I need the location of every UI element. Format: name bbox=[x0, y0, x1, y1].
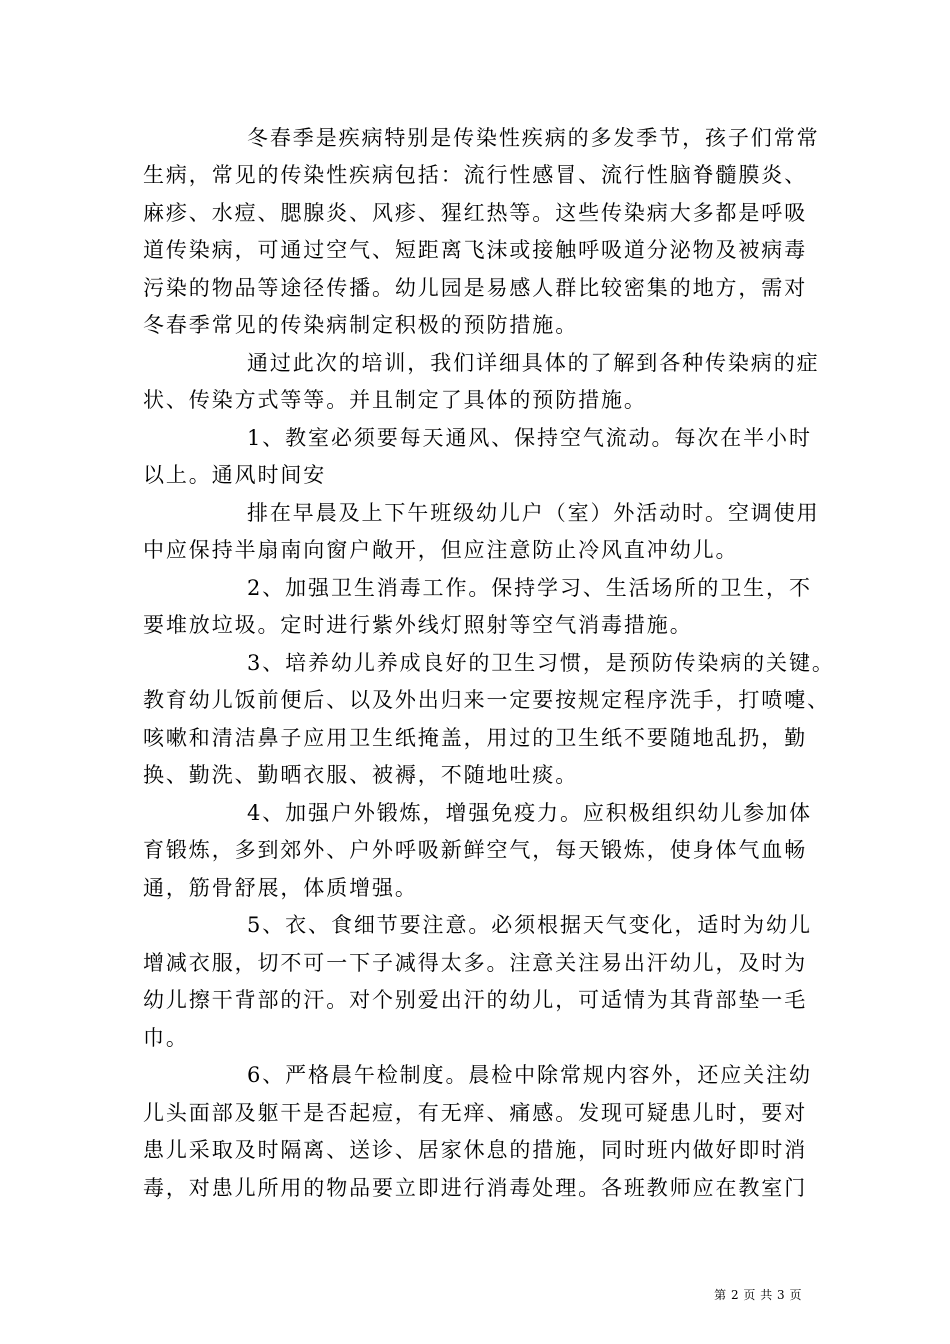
page-number: 第 2 页 共 3 页 bbox=[714, 1288, 802, 1302]
text-line: 巾。 bbox=[143, 1026, 189, 1050]
text-line: 幼儿擦干背部的汗。对个别爱出汗的幼儿，可适情为其背部垫一毛 bbox=[143, 988, 808, 1012]
text-line: 生病，常见的传染性疾病包括：流行性感冒、流行性脑脊髓膜炎、 bbox=[143, 163, 808, 187]
text-line: 换、勤洗、勤晒衣服、被褥，不随地吐痰。 bbox=[143, 763, 579, 787]
text-line: 污染的物品等途径传播。幼儿园是易感人群比较密集的地方，需对 bbox=[143, 276, 808, 300]
text-line: 中应保持半扇南向窗户敞开，但应注意防止冷风直冲幼儿。 bbox=[143, 538, 739, 562]
text-line: 儿头面部及躯干是否起痘，有无痒、痛感。发现可疑患儿时，要对 bbox=[143, 1101, 808, 1125]
text-line: 6、严格晨午检制度。晨检中除常规内容外，还应关注幼 bbox=[247, 1063, 812, 1087]
text-line: 患儿采取及时隔离、送诊、居家休息的措施，同时班内做好即时消 bbox=[143, 1138, 808, 1162]
text-line: 以上。通风时间安 bbox=[143, 463, 327, 487]
text-line: 麻疹、水痘、腮腺炎、风疹、猩红热等。这些传染病大多都是呼吸 bbox=[143, 201, 808, 225]
text-line: 毒，对患儿所用的物品要立即进行消毒处理。各班教师应在教室门 bbox=[143, 1176, 808, 1200]
text-line: 育锻炼，多到郊外、户外呼吸新鲜空气，每天锻炼，使身体气血畅 bbox=[143, 838, 808, 862]
text-line: 通，筋骨舒展，体质增强。 bbox=[143, 876, 418, 900]
text-line: 1、教室必须要每天通风、保持空气流动。每次在半小时 bbox=[247, 426, 812, 450]
text-line: 4、加强户外锻炼，增强免疫力。应积极组织幼儿参加体 bbox=[247, 801, 812, 825]
text-line: 冬春季是疾病特别是传染性疾病的多发季节，孩子们常常 bbox=[247, 126, 820, 150]
text-line: 教育幼儿饭前便后、以及外出归来一定要按规定程序洗手，打喷嚏、 bbox=[143, 688, 830, 712]
text-line: 状、传染方式等等。并且制定了具体的预防措施。 bbox=[143, 388, 647, 412]
text-line: 冬春季常见的传染病制定积极的预防措施。 bbox=[143, 313, 579, 337]
text-line: 2、加强卫生消毒工作。保持学习、生活场所的卫生，不 bbox=[247, 576, 812, 600]
text-line: 要堆放垃圾。定时进行紫外线灯照射等空气消毒措施。 bbox=[143, 613, 693, 637]
text-line: 排在早晨及上下午班级幼儿户（室）外活动时。空调使用 bbox=[247, 501, 820, 525]
text-line: 道传染病，可通过空气、短距离飞沫或接触呼吸道分泌物及被病毒 bbox=[143, 238, 808, 262]
text-line: 5、衣、食细节要注意。必须根据天气变化，适时为幼儿 bbox=[247, 913, 812, 937]
text-line: 通过此次的培训，我们详细具体的了解到各种传染病的症 bbox=[247, 351, 820, 375]
text-line: 3、培养幼儿养成良好的卫生习惯，是预防传染病的关键。 bbox=[247, 651, 835, 675]
text-line: 咳嗽和清洁鼻子应用卫生纸掩盖，用过的卫生纸不要随地乱扔，勤 bbox=[143, 726, 808, 750]
text-line: 增减衣服，切不可一下子减得太多。注意关注易出汗幼儿，及时为 bbox=[143, 951, 808, 975]
